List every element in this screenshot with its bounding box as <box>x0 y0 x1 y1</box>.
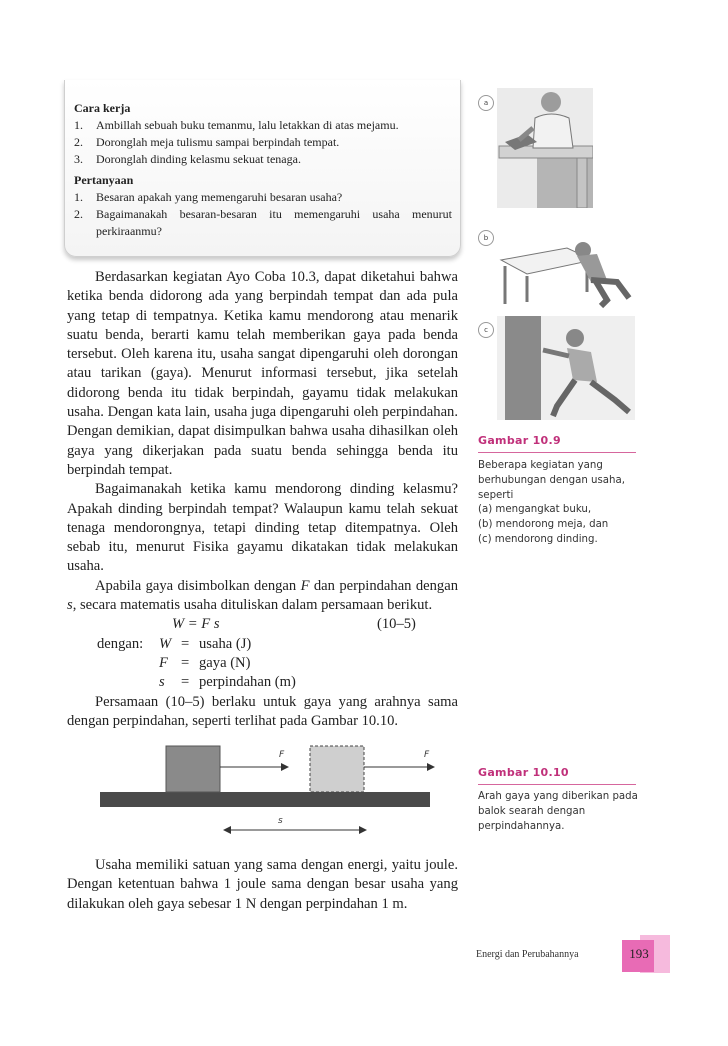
paragraph: Persamaan (10–5) berlaku untuk gaya yang arahnya sama dengan perpindahan, seperti terlihat pada Gambar 10.10. <box>67 693 458 729</box>
force-diagram <box>96 742 441 836</box>
paragraph: Berdasarkan kegiatan Ayo Coba 10.3, dapat diketahui bahwa ketika benda didorong ada yang berpindah tempat dan ada pula yang tetap di tempatnya. Ketika kamu mendorong atau menarik suatu benda, berarti kamu telah memberikan gaya pada benda tersebut. Oleh karena itu, usaha sangat dipengaruhi oleh dorongan atau tarikan (gaya). Menurut informasi tersebut, jika setelah didorong benda itu tidak berpindah, gayamu tidak melakukan usaha. Dengan kata lain, usaha juga dipengaruhi oleh perpindahan. Dengan demikian, dapat disimpulkan bahwa usaha dihasilkan oleh gaya yang dikerjakan pada suatu benda sehingga benda itu berpindah tempat. <box>67 269 458 478</box>
chapter-title: Energi dan Perubahannya <box>476 949 579 960</box>
photo-lifting-book <box>497 88 593 208</box>
list-item: 2. Doronglah meja tulismu sampai berpindah tempat. <box>74 135 340 149</box>
list-item: 3. Doronglah dinding kelasmu sekuat tenaga. <box>74 152 301 166</box>
equation-number: (10–5) <box>377 616 416 633</box>
body-text-end <box>67 856 458 914</box>
page-number: 193 <box>629 946 649 961</box>
equation <box>67 615 458 634</box>
photo-pushing-table <box>497 220 637 310</box>
body-text <box>67 268 458 731</box>
list-item: 2. Bagaimanakah besaran-besaran itu memengaruhi usaha menurut perkiraanmu? <box>74 207 452 238</box>
figure-10-9-title: Gambar 10.9 <box>478 434 561 447</box>
paragraph: Usaha memiliki satuan yang sama dengan energi, yaitu joule. Dengan ketentuan bahwa 1 joule sama dengan besar usaha yang dilakukan oleh gaya sebesar 1 N dengan perpindahan 1 m. <box>67 857 458 912</box>
force-label-2: F <box>424 750 430 760</box>
activity-box <box>64 80 461 257</box>
photo-pushing-wall <box>497 316 635 420</box>
floor-surface <box>100 792 430 807</box>
divider <box>478 784 636 785</box>
divider <box>478 452 636 453</box>
photo-label-a: a <box>478 95 494 111</box>
procedure-title: Cara kerja <box>74 101 131 115</box>
displacement-label: s <box>278 816 283 826</box>
paragraph: Bagaimanakah ketika kamu mendorong dinding kelasmu? Apakah dinding berpindah tempat? Walaupun kamu telah sekuat tenaga mendorongnya, tetapi dinding tetap ditempatnya. Oleh sebab itu, menurut Fisika gayamu dikatakan tidak melakukan usaha. <box>67 481 458 575</box>
figure-10-9-caption: Beberapa kegiatan yang berhubungan dengan usaha, seperti (a) mengangkat buku, (b) mendorong meja, dan (c) mendorong dinding. <box>478 460 625 545</box>
with-label: dengan: <box>97 635 144 652</box>
block-initial <box>166 746 220 792</box>
definitions: dengan: W = usaha (J) F = gaya (N) s = perpindahan (m) <box>97 635 296 690</box>
list-item: 1. Ambillah sebuah buku temanmu, lalu letakkan di atas mejamu. <box>74 118 399 132</box>
list-item: 1. Besaran apakah yang memengaruhi besaran usaha? <box>74 190 343 204</box>
figure-10-10-caption: Arah gaya yang diberikan pada balok searah dengan perpindahannya. <box>478 791 638 832</box>
photo-label-c: c <box>478 322 494 338</box>
paragraph: Apabila gaya disimbolkan dengan F dan perpindahan dengan s, secara matematis usaha dituliskan dalam persamaan berikut. <box>67 577 458 614</box>
figure-10-10-title: Gambar 10.10 <box>478 766 569 779</box>
photo-label-b: b <box>478 230 494 246</box>
force-label-1: F <box>279 750 285 760</box>
questions-title: Pertanyaan <box>74 173 134 187</box>
equation-formula: W = F s <box>172 616 220 633</box>
block-final <box>310 746 364 792</box>
